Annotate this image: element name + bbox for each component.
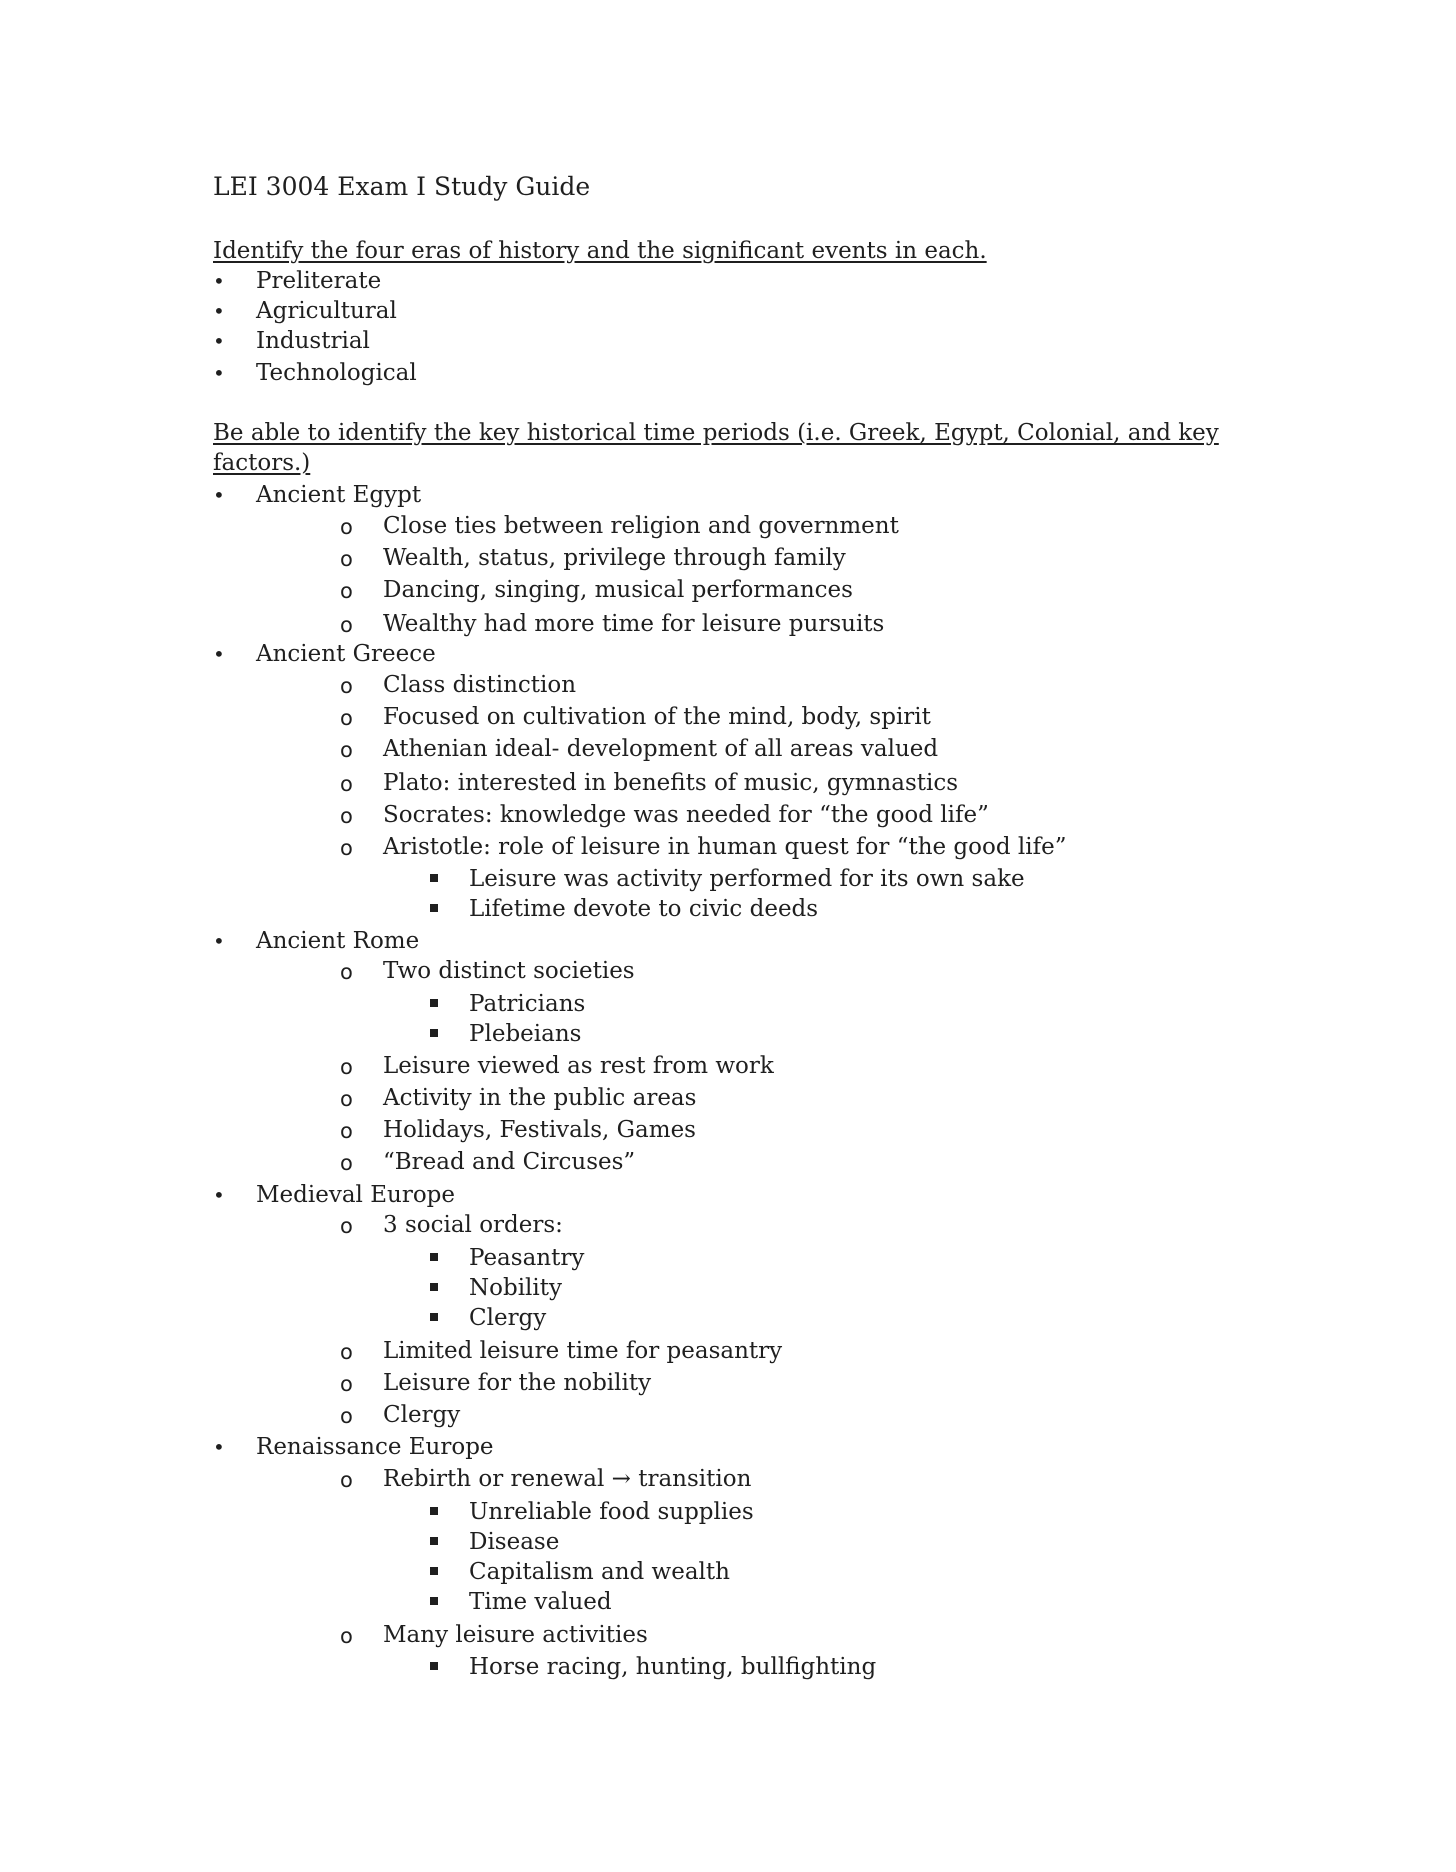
period-point: Class distinction <box>383 672 577 698</box>
period-point: 3 social orders: <box>383 1212 563 1238</box>
bullet-marker: • <box>213 483 225 507</box>
period-point: Focused on cultivation of the mind, body, spirit <box>383 704 931 730</box>
square-marker <box>430 1597 438 1605</box>
circle-marker: o <box>340 674 353 698</box>
period-label: Ancient Greece <box>256 641 436 667</box>
period-subpoint: Unreliable food supplies <box>469 1499 754 1525</box>
period-point: Two distinct societies <box>383 958 635 984</box>
period-subpoint: Capitalism and wealth <box>469 1559 730 1585</box>
period-label: Ancient Rome <box>256 928 420 954</box>
circle-marker: o <box>340 579 353 603</box>
section1-heading: Identify the four eras of history and the significant events in each. <box>213 238 987 264</box>
period-point: Leisure viewed as rest from work <box>383 1053 774 1079</box>
circle-marker: o <box>340 706 353 730</box>
square-marker <box>430 1283 438 1291</box>
circle-marker: o <box>340 1624 353 1648</box>
period-point: Close ties between religion and government <box>383 513 899 539</box>
circle-marker: o <box>340 772 353 796</box>
period-subpoint: Leisure was activity performed for its own sake <box>469 866 1025 892</box>
circle-marker: o <box>340 1055 353 1079</box>
period-label: Renaissance Europe <box>256 1434 494 1460</box>
circle-marker: o <box>340 1372 353 1396</box>
section2-heading-line1: Be able to identify the key historical time periods (i.e. Greek, Egypt, Colonial, and key <box>213 420 1219 446</box>
period-point: Dancing, singing, musical performances <box>383 577 853 603</box>
period-subpoint: Plebeians <box>469 1021 582 1047</box>
square-marker <box>430 1253 438 1261</box>
period-label: Medieval Europe <box>256 1182 456 1208</box>
bullet-marker: • <box>213 642 225 666</box>
period-subpoint: Patricians <box>469 991 586 1017</box>
period-subpoint: Time valued <box>469 1589 612 1615</box>
bullet-marker: • <box>213 1183 225 1207</box>
period-point: Socrates: knowledge was needed for “the good life” <box>383 802 989 828</box>
circle-marker: o <box>340 1214 353 1238</box>
circle-marker: o <box>340 1340 353 1364</box>
period-point: Many leisure activities <box>383 1622 648 1648</box>
period-point: Holidays, Festivals, Games <box>383 1117 696 1143</box>
bullet-marker: • <box>213 329 225 353</box>
period-point: Wealthy had more time for leisure pursuits <box>383 611 885 637</box>
bullet-marker: • <box>213 1435 225 1459</box>
era-item: Technological <box>256 360 417 386</box>
era-item: Preliterate <box>256 268 382 294</box>
circle-marker: o <box>340 738 353 762</box>
circle-marker: o <box>340 836 353 860</box>
circle-marker: o <box>340 613 353 637</box>
period-point: Athenian ideal- development of all areas valued <box>383 736 939 762</box>
period-subpoint: Nobility <box>469 1275 562 1301</box>
period-point: Limited leisure time for peasantry <box>383 1338 783 1364</box>
circle-marker: o <box>340 960 353 984</box>
period-point: “Bread and Circuses” <box>383 1149 636 1175</box>
period-point: Wealth, status, privilege through family <box>383 545 846 571</box>
bullet-marker: • <box>213 269 225 293</box>
period-subpoint: Peasantry <box>469 1245 585 1271</box>
square-marker <box>430 1029 438 1037</box>
document-title: LEI 3004 Exam I Study Guide <box>213 172 591 201</box>
circle-marker: o <box>340 1151 353 1175</box>
period-point: Clergy <box>383 1402 461 1428</box>
circle-marker: o <box>340 1468 353 1492</box>
square-marker <box>430 1662 438 1670</box>
circle-marker: o <box>340 1087 353 1111</box>
circle-marker: o <box>340 1119 353 1143</box>
bullet-marker: • <box>213 361 225 385</box>
period-subpoint: Disease <box>469 1529 560 1555</box>
square-marker <box>430 1507 438 1515</box>
bullet-marker: • <box>213 299 225 323</box>
period-subpoint: Horse racing, hunting, bullfighting <box>469 1654 877 1680</box>
square-marker <box>430 1567 438 1575</box>
square-marker <box>430 1313 438 1321</box>
period-subpoint: Lifetime devote to civic deeds <box>469 896 819 922</box>
square-marker <box>430 1537 438 1545</box>
period-point: Plato: interested in benefits of music, gymnastics <box>383 770 959 796</box>
square-marker <box>430 999 438 1007</box>
period-point: Aristotle: role of leisure in human quest for “the good life” <box>383 834 1067 860</box>
period-point: Rebirth or renewal → transition <box>383 1466 752 1492</box>
circle-marker: o <box>340 1404 353 1428</box>
section2-heading-line2: factors.) <box>213 450 311 476</box>
era-item: Agricultural <box>256 298 397 324</box>
period-point: Activity in the public areas <box>383 1085 697 1111</box>
period-subpoint: Clergy <box>469 1305 547 1331</box>
period-label: Ancient Egypt <box>256 482 422 508</box>
square-marker <box>430 904 438 912</box>
bullet-marker: • <box>213 929 225 953</box>
square-marker <box>430 874 438 882</box>
circle-marker: o <box>340 547 353 571</box>
period-point: Leisure for the nobility <box>383 1370 652 1396</box>
circle-marker: o <box>340 804 353 828</box>
era-item: Industrial <box>256 328 370 354</box>
circle-marker: o <box>340 515 353 539</box>
